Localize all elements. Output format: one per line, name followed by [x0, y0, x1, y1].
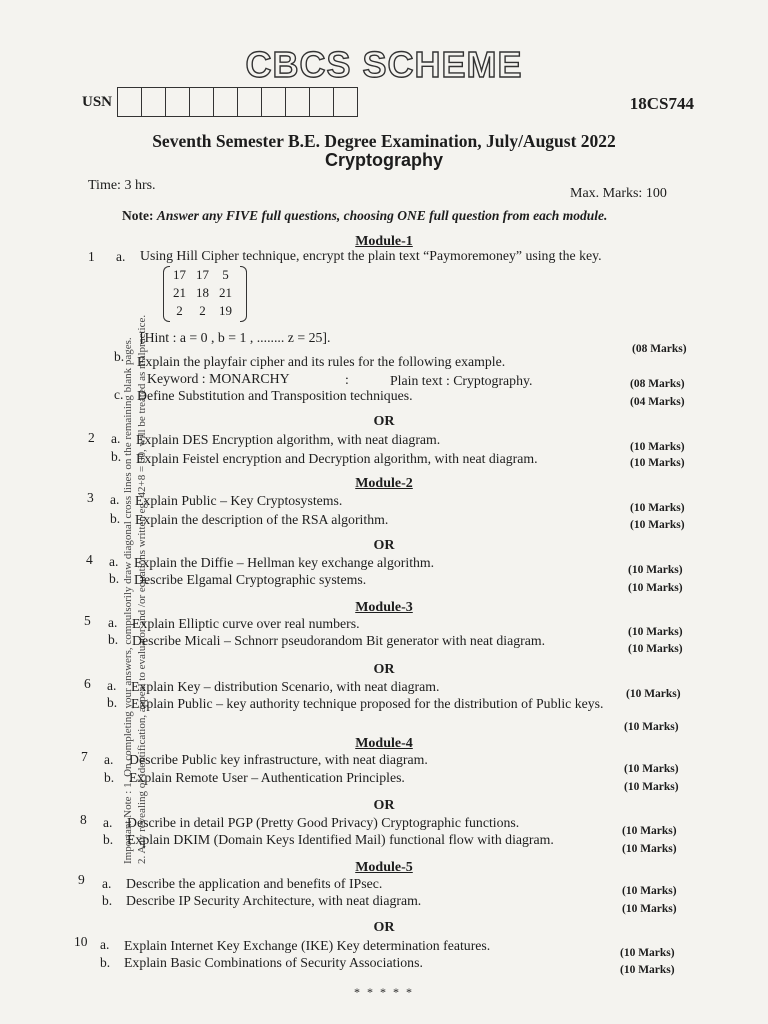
sub-label: a. [107, 678, 117, 693]
question-number: 9 [78, 872, 85, 887]
marks: (10 Marks) [628, 626, 683, 638]
marks: (10 Marks) [628, 643, 683, 655]
matrix-cell: 17 [196, 267, 209, 282]
playfair-keyword: Keyword : MONARCHY [147, 371, 290, 386]
question-text: Describe Public key infrastructure, with neat diagram. [129, 752, 428, 767]
marks: (10 Marks) [622, 843, 677, 855]
marks: (10 Marks) [624, 763, 679, 775]
or-divider: OR [373, 662, 395, 677]
marks: (10 Marks) [620, 964, 675, 976]
marks: (08 Marks) [630, 378, 685, 390]
sub-label: a. [100, 937, 110, 952]
sub-label: b. [109, 571, 120, 586]
sub-label: a. [116, 249, 126, 264]
marks: (10 Marks) [628, 564, 683, 576]
matrix-cell: 21 [173, 285, 186, 300]
marks: (10 Marks) [624, 721, 679, 733]
side-note-line-2: 2. Any revealing of identification, appeal to evaluator and /or equations written eg, 42+8 = 50, will be treated as malpractice. [136, 314, 148, 864]
marks: (04 Marks) [630, 396, 685, 408]
module-heading: Module-2 [355, 476, 413, 491]
scheme-banner: CBCS SCHEME [245, 44, 523, 85]
question-number: 6 [84, 676, 91, 691]
exam-title: Seventh Semester B.E. Degree Examination, July/August 2022 [152, 131, 616, 151]
module-heading: Module-3 [355, 600, 413, 615]
question-text: Explain Public – Key Cryptosystems. [135, 493, 343, 508]
question-text: Describe in detail PGP (Pretty Good Privacy) Cryptographic functions. [127, 815, 520, 830]
sub-label: c. [114, 387, 124, 402]
question-text: Using Hill Cipher technique, encrypt the plain text “Paymoremoney” using the key. [140, 248, 602, 263]
usn-box [285, 87, 310, 117]
sub-label: b. [107, 695, 118, 710]
module-heading: Module-5 [355, 860, 413, 875]
or-divider: OR [373, 798, 395, 813]
usn-box [309, 87, 334, 117]
subject-title: Cryptography [324, 150, 443, 170]
sub-label: b. [110, 511, 121, 526]
sub-label: b. [108, 632, 119, 647]
marks: (08 Marks) [632, 343, 687, 355]
sub-label: a. [108, 615, 118, 630]
question-text: Explain Public – key authority technique proposed for the distribution of Public keys. [131, 696, 604, 711]
question-number: 7 [81, 749, 88, 764]
instructions-note [122, 208, 607, 224]
question-number: 5 [84, 613, 91, 628]
marks: (10 Marks) [630, 519, 685, 531]
question-text: Explain Internet Key Exchange (IKE) Key determination features. [124, 938, 491, 953]
playfair-plaintext: Plain text : Cryptography. [390, 373, 533, 388]
usn-box [213, 87, 238, 117]
sub-label: a. [103, 815, 113, 830]
sub-label: b. [111, 449, 122, 464]
marks: (10 Marks) [622, 825, 677, 837]
usn-box [333, 87, 358, 117]
or-divider: OR [373, 414, 395, 429]
question-text: Explain the playfair cipher and its rules for the following example. [137, 354, 506, 369]
question-text: Describe Micali – Schnorr pseudorandom Bit generator with neat diagram. [132, 633, 546, 648]
note-label: Note: [122, 208, 154, 223]
marks: (10 Marks) [620, 947, 675, 959]
question-text: Describe IP Security Architecture, with neat diagram. [126, 893, 422, 908]
sub-label: a. [110, 492, 120, 507]
question-number: 8 [80, 812, 87, 827]
sub-label: a. [102, 876, 112, 891]
matrix-cell: 19 [219, 303, 232, 318]
question-text: Describe Elgamal Cryptographic systems. [134, 572, 367, 587]
sub-label: a. [111, 431, 121, 446]
separator: : [345, 372, 349, 387]
matrix-cell: 2 [199, 303, 206, 318]
marks: (10 Marks) [622, 903, 677, 915]
marks: (10 Marks) [626, 688, 681, 700]
marks: (10 Marks) [628, 582, 683, 594]
sub-label: b. [104, 770, 115, 785]
side-note-line-1: Important Note : 1. On completing your answers, compulsorily draw diagonal cross lines on the remaining blank pages. [122, 337, 134, 864]
question-number: 4 [86, 552, 93, 567]
question-text: Explain the Diffie – Hellman key exchange algorithm. [134, 555, 435, 570]
sub-label: b. [103, 832, 114, 847]
sub-label: b. [100, 955, 111, 970]
usn-box [117, 87, 142, 117]
end-of-paper-mark: * * * * * [354, 985, 414, 999]
sub-label: a. [109, 554, 119, 569]
time-allowed: Time: 3 hrs. [88, 178, 156, 193]
max-marks: Max. Marks: 100 [570, 186, 667, 201]
question-text: Define Substitution and Transposition techniques. [137, 388, 413, 403]
matrix-cell: 5 [222, 267, 229, 282]
question-text: Describe the application and benefits of IPsec. [126, 876, 383, 891]
matrix-cell: 21 [219, 285, 232, 300]
module-heading: Module-1 [355, 234, 413, 249]
question-text: Explain DES Encryption algorithm, with neat diagram. [136, 432, 441, 447]
question-text: Explain the description of the RSA algorithm. [135, 512, 389, 527]
matrix-cell: 17 [173, 267, 186, 282]
question-text: Explain DKIM (Domain Keys Identified Mail) functional flow with diagram. [127, 832, 554, 847]
usn-box [141, 87, 166, 117]
matrix-bracket-right [240, 266, 247, 322]
question-number: 1 [88, 249, 95, 264]
note-text: Answer any FIVE full questions, choosing ONE full question from each module. [156, 208, 608, 223]
question-text: Explain Remote User – Authentication Principles. [129, 770, 405, 785]
question-number: 2 [88, 430, 95, 445]
question-text: Explain Elliptic curve over real numbers. [132, 616, 360, 631]
question-text: Explain Feistel encryption and Decryption algorithm, with neat diagram. [136, 451, 538, 466]
usn-box [189, 87, 214, 117]
sub-label: b. [114, 349, 125, 364]
matrix-cell: 2 [176, 303, 183, 318]
module-heading: Module-4 [355, 736, 413, 751]
marks: (10 Marks) [624, 781, 679, 793]
or-divider: OR [373, 920, 395, 935]
sub-label: b. [102, 893, 113, 908]
marks: (10 Marks) [622, 885, 677, 897]
marks: (10 Marks) [630, 441, 685, 453]
matrix-cell: 18 [196, 285, 209, 300]
marks: (10 Marks) [630, 502, 685, 514]
usn-box [165, 87, 190, 117]
usn-box [237, 87, 262, 117]
question-number: 10 [74, 934, 88, 949]
question-text: Explain Basic Combinations of Security Associations. [124, 955, 423, 970]
marks: (10 Marks) [630, 457, 685, 469]
key-matrix [168, 266, 237, 320]
usn-boxes [118, 87, 358, 117]
question-text: Explain Key – distribution Scenario, with neat diagram. [131, 679, 440, 694]
hint-text: [Hint : a = 0 , b = 1 , ........ z = 25]. [140, 330, 331, 345]
usn-box [261, 87, 286, 117]
course-code: 18CS744 [629, 94, 694, 113]
sub-label: a. [104, 752, 114, 767]
question-number: 3 [87, 490, 94, 505]
usn-label: USN [82, 94, 113, 110]
or-divider: OR [373, 538, 395, 553]
